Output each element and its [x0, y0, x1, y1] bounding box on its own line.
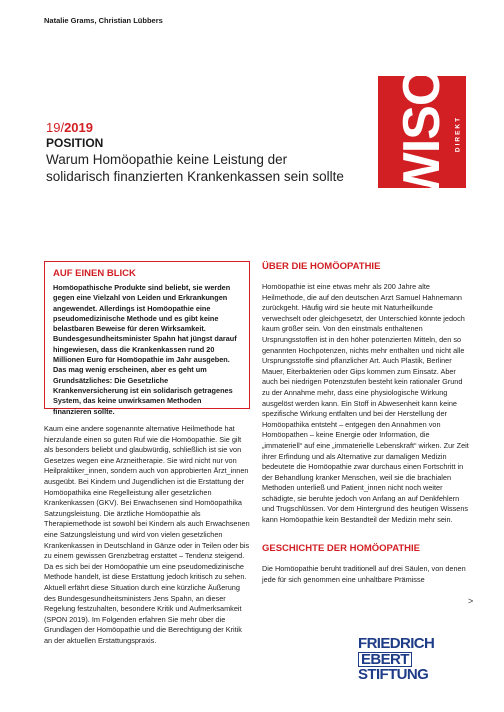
intro-text: Kaum eine andere sogenannte alternative Heilmethode hat hierzulande einen so guten Ruf wie die Homöopathie. Sie gilt als besonders beliebt und glaubwürdig, schließlich ist sie von Gesetzes wegen eine Arzneitherapie. Sie wird nicht nur von Heilpraktiker_innen, sondern auch von approbierten Ärzt_innen ausgeübt. Bei Kindern und Jugendlichen ist die Erstattung der Homöopathika eine Regelleistung aller gesetzlichen Krankenkassen (GKV). Bei Erwachsenen sind Homöopathika Satzungsleistung. Die ärztliche Homöopathie als Therapiemethode ist sowohl bei Kindern als auch Erwachsenen eine Satzungsleistung und wird von vielen gesetzlichen Krankenkassen in Deutschland in Gänze oder in Teilen oder bis zu einem gewissen Grenzbetrag erstattet – Tendenz steigend. Da es sich bei der Homöopathie um eine pseudomedizinische Methode handelt, ist diese Erstattung jedoch kritisch zu sehen. Aktuell erfährt diese Situation durch eine kürzliche Äußerung des Bundesgesundheitsministers Jens Spahn, an dieser Regelung festzuhalten, besondere Kritik und Aufmerksamkeit (SPON 2019). Im Folgenden erfahren Sie mehr über die Grundlagen der Homöopathie und die Berechtigung der Kritik an der aktuellen Erstattungspraxis. [44, 424, 250, 645]
issue-number [46, 120, 93, 135]
issue-num: 19/ [46, 120, 65, 135]
wiso-wordmark: WISO [393, 66, 451, 202]
summary-box [44, 261, 250, 416]
logo-line-3: STIFTUNG [358, 666, 429, 683]
section-body-ueber: Homöopathie ist eine etwas mehr als 200 Jahre alte Heilmethode, die auf den deutschen Arzt Samuel Hahnemann zurückgeht. Häufig wird sie heute mit Naturheilkunde verwechselt oder gleichgesetzt, der Unterschied könnte jedoch kaum größer sein. Von den einstmals enthaltenen Ursprungsstoffen ist in den höher potenzierten Mitteln, den so genannten Hochpotenzen, nichts mehr enthalten und nicht alle Ursprungsstoffe sind pflanzlicher Art. Auch Plastik, Berliner Mauer, Eiterbakterien oder Gips kommen zum Einsatz. Aber auch bei niedrigen Potenzstufen besteht kein rationaler Grund zu der Annahme mehr, dass eine physiologische Wirkung ausgelöst werden kann. Ein Stoff in Abwesenheit kann keine spezifische Wirkung entfalten und bei der Herstellung der Homöopathika entsteht – entgegen den Annahmen von Homöopathen – keine Energie oder Information, die „immateriell“ auf eine „immaterielle Lebenskraft“ wirken. Zur Zeit ihrer Erfindung und als Alternative zur damaligen Medizin bedeutete die Homöopathie zwar durchaus einen Fortschritt in der Behandlung kranker Menschen, weil sie die brachialen Methoden unterließ und Patient_innen nicht noch weiter schädigte, sie beruhte jedoch von Anfang an auf Denkfehlern und Trugschlüssen. Vor dem Hintergrund des heutigen Wissens kann Homöopathie kein Bestandteil der Medizin mehr sein. [262, 282, 469, 525]
next-page-arrow[interactable]: > [468, 596, 474, 606]
authors: Natalie Grams, Christian Lübbers [44, 16, 163, 25]
logo-line-1: FRIEDRICH [358, 635, 435, 652]
summary-body: Homöopathische Produkte sind beliebt, sie werden gegen eine Vielzahl von Leiden und Erkrankungen angewendet. Allerdings ist Homöopathie eine pseudomedizinische Methode und es gibt keine belastbaren Beweise für deren Wirksamkeit. Bundesgesundheitsminister Spahn hat jüngst darauf hingewiesen, dass die Krankenkassen rund 20 Millionen Euro für Homöopathie im Jahr ausgeben. Das mag wenig erscheinen, aber es geht um Grundsätzliches: Die Gesetzliche Krankenversicherung ist ein solidarisch getragenes System, das keine unwirksamen Methoden finanzieren sollte. [53, 283, 237, 416]
logo-line-2: EBERT [358, 652, 412, 667]
kicker: POSITION [46, 136, 104, 150]
issue-year: 2019 [64, 120, 93, 135]
fes-logo [358, 636, 468, 688]
headline: Warum Homöopathie keine Leistung der solidarisch finanzierten Krankenkassen sein sollte [46, 152, 344, 184]
section-body-geschichte: Die Homöopathie beruht traditionell auf drei Säulen, von denen jede für sich genommen eine unhaltbare Prämisse [262, 564, 466, 584]
summary-title: AUF EINEN BLICK [53, 268, 136, 279]
direkt-subtitle: DIREKT [454, 115, 462, 153]
section-heading-ueber: ÜBER DIE HOMÖOPATHIE [262, 261, 381, 272]
section-heading-geschichte: GESCHICHTE DER HOMÖOPATHIE [262, 543, 420, 554]
wiso-direkt-logo [378, 66, 466, 202]
